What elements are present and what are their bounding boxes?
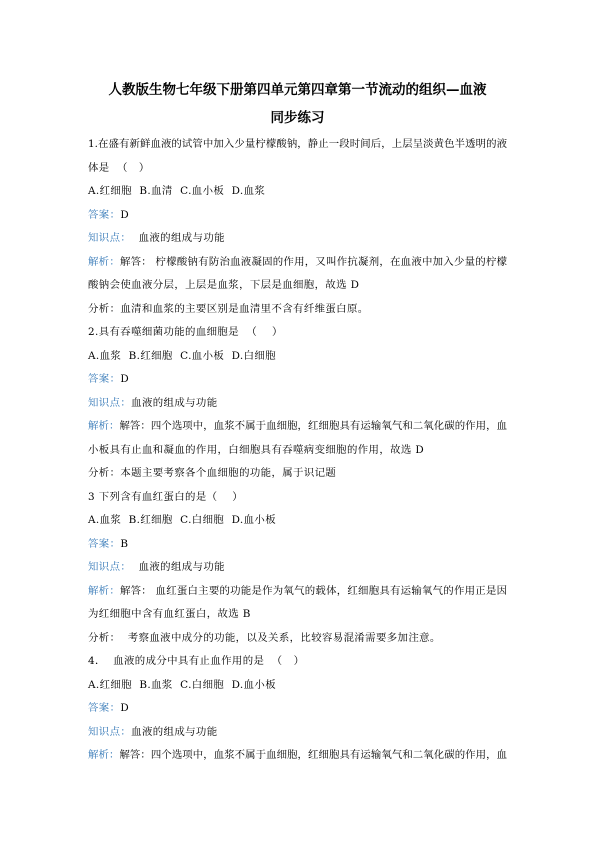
analysis-label: 解析： bbox=[88, 255, 120, 268]
answer-label: 答案： bbox=[88, 208, 121, 221]
analysis-text: 为红细胞中含有血红蛋白，故选 B bbox=[88, 608, 251, 620]
question-stem: 1.在盛有新鲜血液的试管中加入少量柠檬酸钠，静止一段时间后，上层呈淡黄色半透明的液 bbox=[88, 138, 507, 150]
analysis-row bbox=[88, 415, 507, 439]
analysis-label: 解析： bbox=[88, 420, 120, 432]
answer-value: D bbox=[120, 208, 130, 221]
analysis-text: 酸钠会使血液分层，上层是血浆，下层是血细胞，故选 D bbox=[88, 279, 360, 291]
question-1 bbox=[88, 133, 507, 321]
question-stem: 3 下列含有血红蛋白的是（ ） bbox=[88, 490, 244, 503]
analysis-label: 解析： bbox=[88, 584, 120, 597]
answer-value: B bbox=[120, 537, 129, 550]
analysis-row bbox=[88, 744, 507, 768]
answer-row bbox=[88, 697, 507, 721]
question-2 bbox=[88, 321, 507, 486]
knowledge-value: 血液的组成与功能 bbox=[131, 561, 225, 573]
summary-row bbox=[88, 462, 507, 486]
analysis-row bbox=[88, 580, 507, 604]
document-body bbox=[88, 133, 507, 768]
analysis-text: 解答： 血红蛋白主要的功能是作为氧气的载体，红细胞具有运输氧气的作用正是因 bbox=[119, 584, 507, 597]
summary-text: 考察血液中成分的功能，以及关系，比较容易混淆需要多加注意。 bbox=[120, 631, 441, 644]
summary-row bbox=[88, 298, 507, 322]
knowledge-label: 知识点： bbox=[88, 725, 132, 738]
question-options: A.血浆 B.红细胞 C.白细胞 D.血小板 bbox=[88, 514, 277, 526]
knowledge-value: 血液的组成与功能 bbox=[131, 232, 225, 244]
question-stem: 2.具有吞噬细菌功能的血细胞是 （ ） bbox=[88, 326, 283, 338]
document-title bbox=[0, 76, 595, 132]
question-3 bbox=[88, 486, 507, 651]
answer-row bbox=[88, 533, 507, 557]
title-line-sub: 同步练习 bbox=[270, 110, 325, 126]
analysis-row bbox=[88, 251, 507, 275]
knowledge-label: 知识点： bbox=[88, 396, 132, 409]
summary-label: 分析： bbox=[88, 302, 121, 315]
summary-text: 本题主要考察各个血细胞的功能，属于识记题 bbox=[120, 467, 337, 479]
summary-label: 分析： bbox=[88, 631, 121, 644]
answer-row bbox=[88, 368, 507, 392]
summary-label: 分析： bbox=[88, 467, 121, 479]
analysis-label: 解析： bbox=[88, 749, 120, 761]
question-stem: 4． 血液的成分中具有止血作用的是 （ ） bbox=[88, 655, 305, 667]
analysis-text: 解答：四个选项中，血浆不属于血细胞，红细胞具有运输氧气和二氧化碳的作用，血 bbox=[119, 749, 508, 761]
knowledge-value: 血液的组成与功能 bbox=[131, 396, 218, 409]
knowledge-row bbox=[88, 721, 507, 745]
answer-value: D bbox=[120, 702, 130, 714]
summary-text: 血清和血浆的主要区别是血清里不含有纤维蛋白原。 bbox=[120, 302, 369, 315]
question-options: A.红细胞 B.血浆 C.白细胞 D.血小板 bbox=[88, 678, 277, 691]
question-stem: 体是 （ ） bbox=[88, 161, 150, 174]
analysis-text: 小板具有止血和凝血的作用，白细胞具有吞噬病变细胞的作用，故选 D bbox=[88, 443, 425, 456]
answer-row bbox=[88, 204, 507, 228]
answer-value: D bbox=[120, 373, 130, 385]
question-options: A.血浆 B.红细胞 C.血小板 D.白细胞 bbox=[88, 349, 277, 362]
question-4 bbox=[88, 650, 507, 768]
question-options: A.红细胞 B.血清 C.血小板 D.血浆 bbox=[88, 185, 266, 197]
summary-row bbox=[88, 627, 507, 651]
knowledge-value: 血液的组成与功能 bbox=[131, 725, 218, 738]
analysis-text: 解答： 柠檬酸钠有防治血液凝固的作用，又叫作抗凝剂，在血液中加入少量的柠檬 bbox=[119, 255, 507, 268]
knowledge-row bbox=[88, 392, 507, 416]
knowledge-label: 知识点： bbox=[88, 561, 132, 573]
answer-label: 答案： bbox=[88, 702, 121, 714]
knowledge-row bbox=[88, 227, 507, 251]
knowledge-label: 知识点： bbox=[88, 232, 132, 244]
analysis-text: 解答：四个选项中，血浆不属于血细胞，红细胞具有运输氧气和二氧化碳的作用，血 bbox=[119, 420, 508, 432]
knowledge-row bbox=[88, 556, 507, 580]
answer-label: 答案： bbox=[88, 373, 121, 385]
title-line-main: 人教版生物七年级下册第四单元第四章第一节流动的组织—血液 bbox=[108, 82, 487, 98]
answer-label: 答案： bbox=[88, 537, 121, 550]
